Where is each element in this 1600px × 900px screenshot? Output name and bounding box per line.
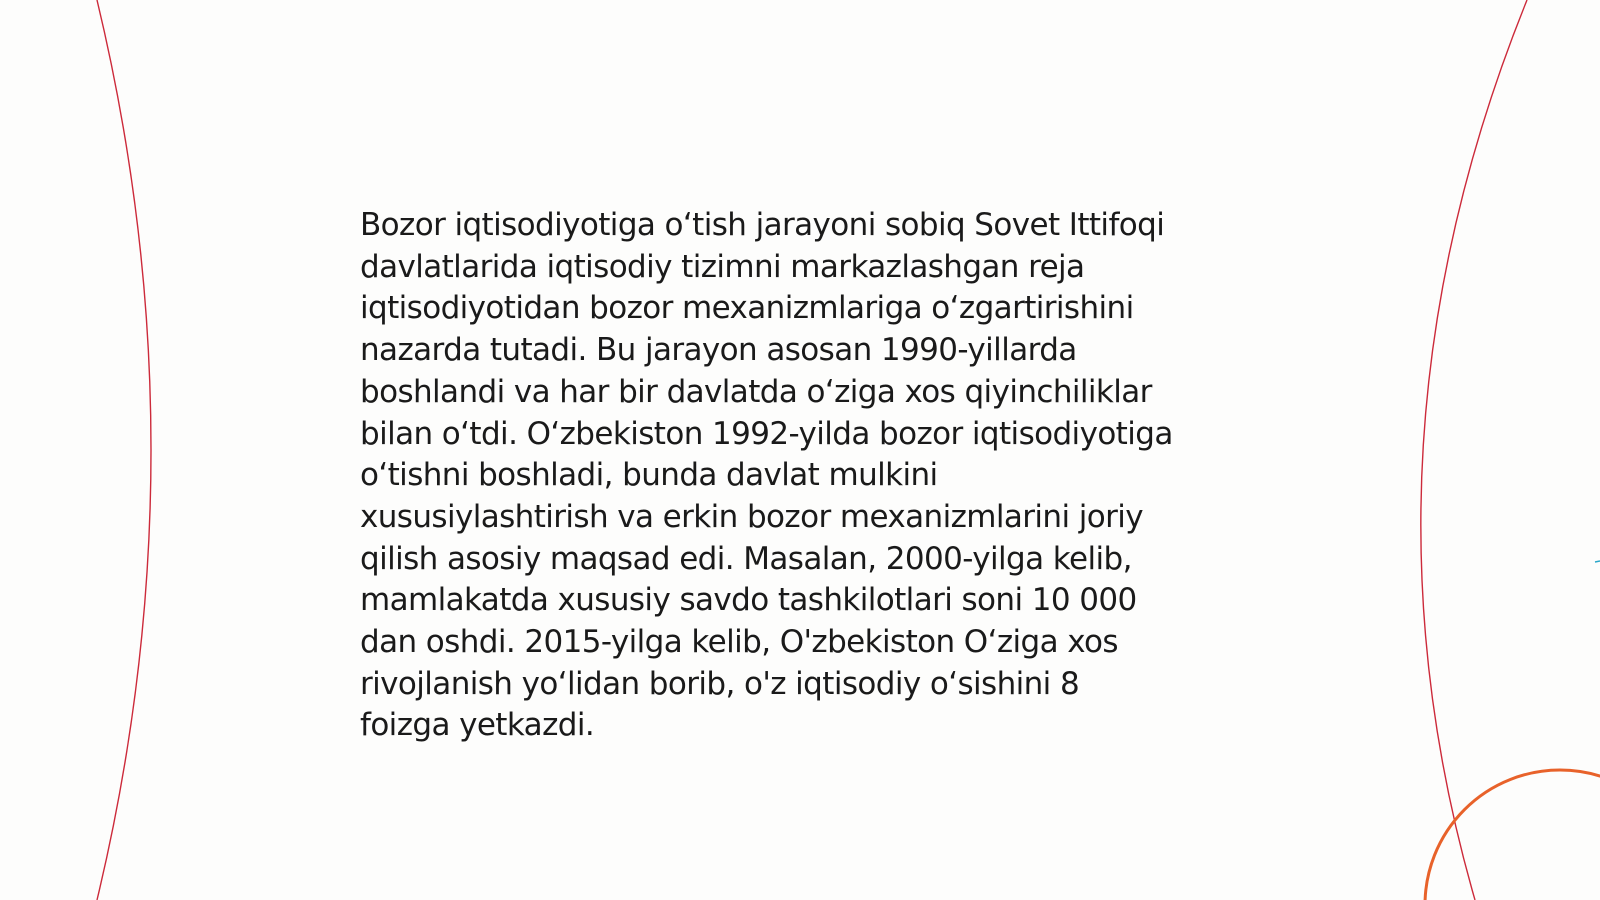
corner-circle [1425,770,1600,900]
main-paragraph: Bozor iqtisodiyotiga o‘tish jarayoni sobiq Sovet Ittifoqi davlatlarida iqtisodiy tizimni markazlashgan reja iqtisodiyotidan bozor mexanizmlariga o‘zgartirishini nazarda tutadi. Bu jarayon asosan 1990-yillarda boshlandi va har bir davlatda o‘ziga xos qiyinchiliklar bilan o‘tdi. O‘zbekiston 1992-yilda bozor iqtisodiyotiga o‘tishni boshladi, bunda davlat mulkini xususiylashtirish va erkin bozor mexanizmlarini joriy qilish asosiy maqsad edi. Masalan, 2000-yilga kelib, mamlakatda xususiy savdo tashkilotlari soni 10 000 dan oshdi. 2015-yilga kelib, O'zbekiston O‘ziga xos rivojlanish yo‘lidan borib, o'z iqtisodiy o‘sishini 8 foizga yetkazdi. [360,207,1173,744]
left-arc-line [97,0,151,900]
accent-tick [1595,561,1600,562]
right-arc-line [1421,0,1527,900]
